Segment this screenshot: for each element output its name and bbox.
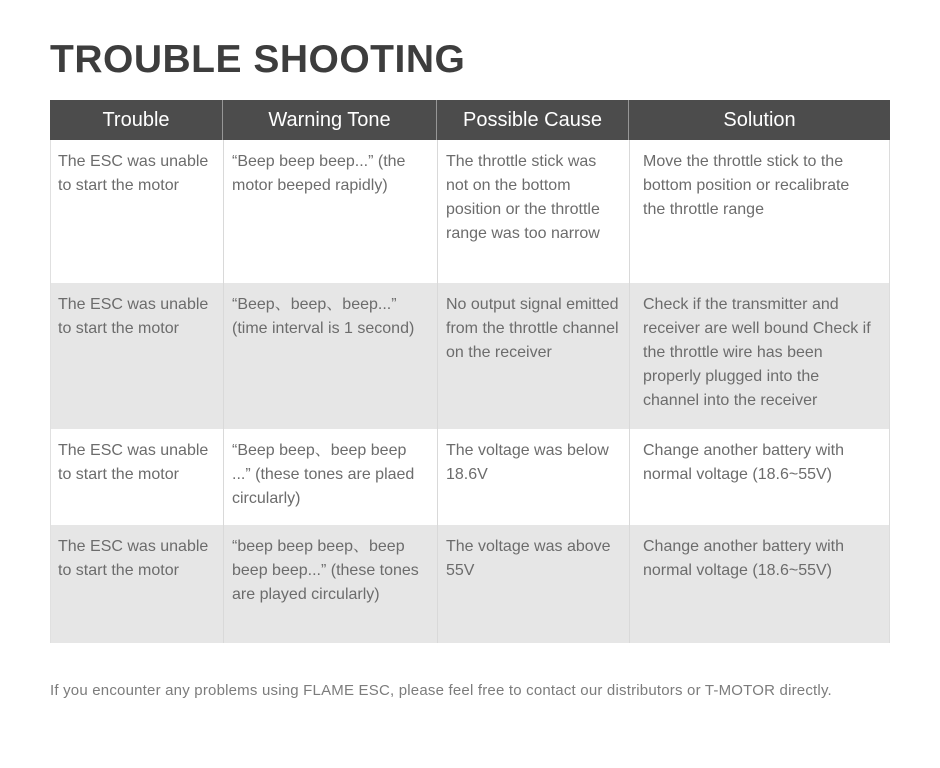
table-header-row [50, 100, 890, 140]
table-row [51, 525, 889, 643]
cell-warning-tone: “Beep beep、beep beep ...” (these tones are plaed circularly) [223, 429, 437, 525]
cell-trouble: The ESC was unable to start the motor [58, 538, 209, 579]
cell-possible-cause: No output signal emitted from the throttle channel on the receiver [437, 283, 629, 429]
table-row [51, 429, 889, 525]
header-cell-possible-cause: Possible Cause [436, 100, 628, 140]
table-body [50, 140, 890, 643]
cell-possible-cause: The voltage was below 18.6V [437, 429, 629, 525]
page-title: TROUBLE SHOOTING [50, 38, 466, 81]
header-cell-solution: Solution [628, 100, 890, 140]
header-cell-trouble: Trouble [102, 109, 170, 131]
cell-solution: Change another battery with normal voltage (18.6~55V) [629, 525, 889, 643]
troubleshooting-table [50, 100, 890, 643]
cell-solution: Move the throttle stick to the bottom position or recalibrate the throttle range [629, 140, 889, 283]
table-row [51, 140, 889, 283]
cell-warning-tone: “Beep beep beep...” (the motor beeped rapidly) [223, 140, 437, 283]
table-row [51, 283, 889, 429]
cell-solution: Check if the transmitter and receiver are well bound Check if the throttle wire has been properly plugged into the channel into the receiver [629, 283, 889, 429]
cell-warning-tone: “Beep、beep、beep...” (time interval is 1 second) [223, 283, 437, 429]
cell-possible-cause: The voltage was above 55V [437, 525, 629, 643]
header-cell-warning-tone: Warning Tone [222, 100, 436, 140]
cell-warning-tone: “beep beep beep、beep beep beep...” (these tones are played circularly) [223, 525, 437, 643]
cell-trouble: The ESC was unable to start the motor [58, 153, 209, 194]
cell-possible-cause: The throttle stick was not on the bottom position or the throttle range was too narrow [437, 140, 629, 283]
cell-trouble: The ESC was unable to start the motor [58, 296, 209, 337]
footer-note: If you encounter any problems using FLAME ESC, please feel free to contact our distributors or T-MOTOR directly. [50, 682, 832, 699]
cell-solution: Change another battery with normal voltage (18.6~55V) [629, 429, 889, 525]
cell-trouble: The ESC was unable to start the motor [58, 442, 209, 483]
